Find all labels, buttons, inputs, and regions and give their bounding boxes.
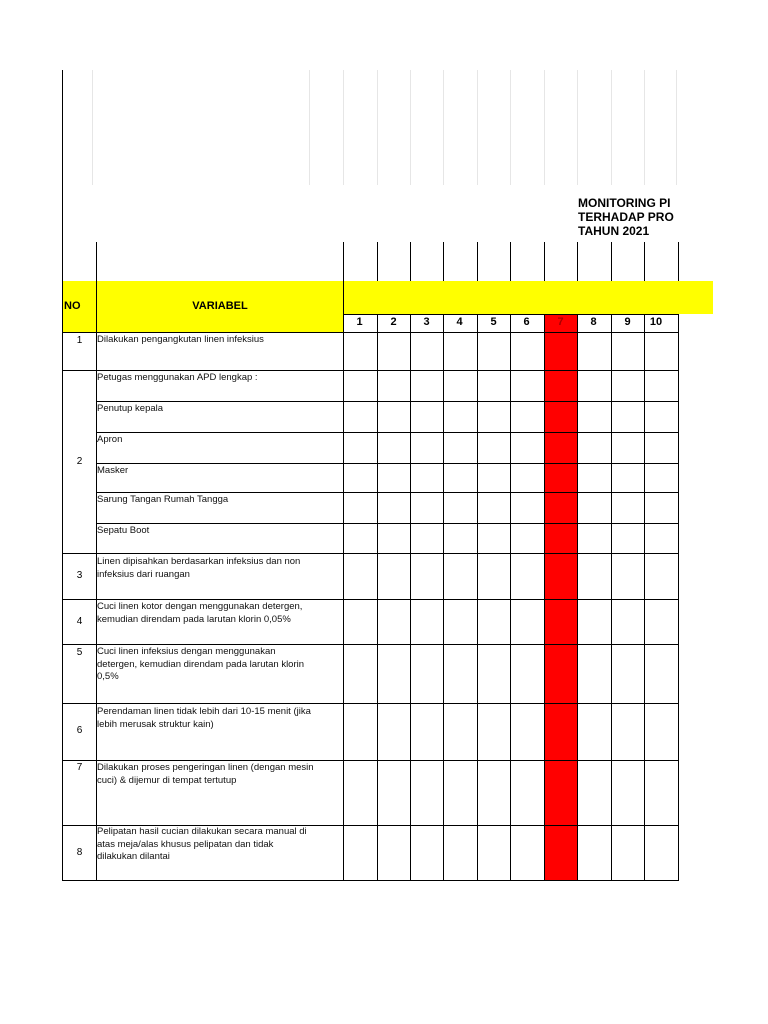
row-5-line-3: 0,5%	[97, 671, 119, 682]
title-line-3: TAHUN 2021	[578, 224, 650, 238]
row-2-sub-1: Petugas menggunakan APD lengkap :	[97, 372, 258, 383]
row-8-variabel	[97, 826, 307, 864]
title-line-2: TERHADAP PRO	[578, 210, 674, 224]
day-8: 8	[590, 316, 597, 328]
row-2-sub-4: Masker	[97, 465, 129, 476]
row-8-line-2: atas meja/alas khusus pelipatan dan tidak	[97, 838, 274, 850]
row-8-line-3: dilakukan dilantai	[97, 851, 170, 862]
row-3-variabel	[97, 556, 300, 581]
row-1-line-1: Dilakukan pengangkutan linen infeksius	[97, 334, 264, 345]
day-5: 5	[490, 316, 497, 328]
day-6: 6	[523, 316, 530, 328]
row-4-variabel	[97, 601, 302, 626]
header-days-fill	[343, 281, 713, 314]
row-5-no: 5	[76, 647, 83, 658]
row-6-line-1: Perendaman linen tidak lebih dari 10-15 menit (jika	[97, 706, 311, 717]
row-7-line-1: Dilakukan proses pengeringan linen (dengan mesin	[97, 762, 314, 773]
document-title	[578, 196, 674, 238]
row-3-line-2: infeksius dari ruangan	[97, 568, 190, 580]
row-3-line-1: Linen dipisahkan berdasarkan infeksius dan non	[97, 556, 301, 567]
row-2-sub-2: Penutup kepala	[97, 403, 164, 414]
highlighted-day-column	[544, 314, 577, 880]
row-5-line-1: Cuci linen infeksius dengan menggunakan	[97, 646, 276, 657]
row-1-no: 1	[76, 335, 83, 346]
header-no: NO	[64, 300, 81, 312]
day-2: 2	[390, 316, 397, 328]
day-9: 9	[624, 316, 631, 328]
row-7-line-2: cuci) & dijemur di tempat tertutup	[97, 774, 237, 786]
row-4-line-1: Cuci linen kotor dengan menggunakan detergen,	[97, 601, 303, 612]
header-variabel: VARIABEL	[192, 300, 248, 312]
row-8-line-1: Pelipatan hasil cucian dilakukan secara manual di	[97, 826, 307, 837]
row-2-sub-3: Apron	[97, 434, 123, 445]
day-10: 10	[649, 316, 663, 328]
row-6-line-2: lebih merusak struktur kain)	[97, 718, 214, 730]
row-7-variabel	[97, 762, 314, 787]
row-5-line-2: detergen, kemudian direndam pada larutan klorin	[97, 658, 305, 670]
row-5-variabel	[97, 646, 304, 684]
title-line-1: MONITORING PI	[578, 196, 671, 210]
row-8-no: 8	[76, 847, 83, 858]
day-4: 4	[456, 316, 463, 328]
row-1-variabel	[97, 334, 264, 347]
row-2-no: 2	[76, 456, 83, 467]
row-7-no: 7	[76, 762, 83, 773]
row-6-no: 6	[76, 725, 83, 736]
day-3: 3	[423, 316, 430, 328]
row-2-sub-6: Sepatu Boot	[97, 525, 150, 536]
row-6-variabel	[97, 706, 311, 731]
row-3-no: 3	[76, 570, 83, 581]
day-7: 7	[557, 316, 564, 328]
day-1: 1	[356, 316, 363, 328]
row-4-no: 4	[76, 616, 83, 627]
row-2-sub-5: Sarung Tangan Rumah Tangga	[97, 494, 229, 505]
row-4-line-2: kemudian direndam pada larutan klorin 0,05%	[97, 613, 291, 625]
